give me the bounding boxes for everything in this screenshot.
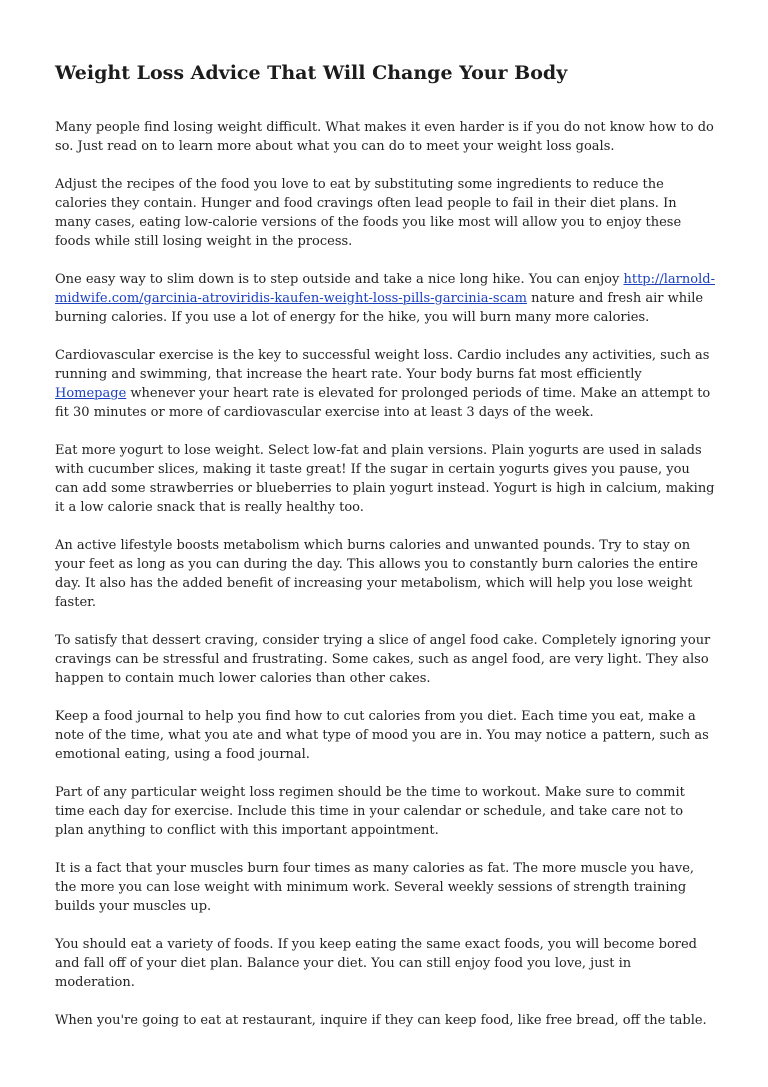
paragraph-hike-text-after: nature and fresh air while burning calories. If you use a lot of energy for the hike, you will burn many more calories. [55, 291, 704, 325]
paragraph-intro: Many people find losing weight difficult. What makes it even harder is if you do not know how to do so. Just read on to learn more about what you can do to meet your weight loss goals. [55, 120, 714, 154]
paragraph-muscle: It is a fact that your muscles burn four times as many calories as fat. The more muscle you have, the more you can lose weight with minimum work. Several weekly sessions of strength training builds your muscles up. [55, 861, 695, 914]
garcinia-link[interactable]: http://larnold-midwife.com/garcinia-atroviridis-kaufen-weight-loss-pills-garcinia-scam [55, 272, 715, 306]
paragraph-workout-time: Part of any particular weight loss regimen should be the time to workout. Make sure to commit time each day for exercise. Include this time in your calendar or schedule, and take care not to plan anything to conflict with this important appointment. [55, 785, 685, 838]
paragraph-cardio-text-before: Cardiovascular exercise is the key to successful weight loss. Cardio includes any activities, such as running and swimming, that increase the heart rate. Your body burns fat most efficiently [55, 348, 710, 382]
paragraph-food-journal: Keep a food journal to help you find how to cut calories from you diet. Each time you eat, make a note of the time, what you ate and what type of mood you are in. You may notice a pattern, such as emotional eating, using a food journal. [55, 709, 709, 762]
paragraph-yogurt: Eat more yogurt to lose weight. Select low-fat and plain versions. Plain yogurts are used in salads with cucumber slices, making it taste great! If the sugar in certain yogurts gives you pause, you can add some strawberries or blueberries to plain yogurt instead. Yogurt is high in calcium, making it a low calorie snack that is really healthy too. [55, 443, 715, 515]
document-page [55, 58, 715, 1049]
paragraph-variety: You should eat a variety of foods. If you keep eating the same exact foods, you will become bored and fall off of your diet plan. Balance your diet. You can still enjoy food you love, just in moderation. [55, 937, 697, 990]
paragraph-cardio-text-after: whenever your heart rate is elevated for prolonged periods of time. Make an attempt to fit 30 minutes or more of cardiovascular exercise into at least 3 days of the week. [55, 386, 711, 420]
paragraph-cardio [55, 346, 715, 422]
paragraph-recipes: Adjust the recipes of the food you love to eat by substituting some ingredients to reduce the calories they contain. Hunger and food cravings often lead people to fail in their diet plans. In many cases, eating low-calorie versions of the foods you like most will allow you to enjoy these foods while still losing weight in the process. [55, 177, 682, 249]
paragraph-restaurant: When you're going to eat at restaurant, inquire if they can keep food, like free bread, off the table. [55, 1013, 707, 1028]
paragraph-hike-text-before: One easy way to slim down is to step outside and take a nice long hike. You can enjoy [55, 272, 624, 287]
paragraph-dessert: To satisfy that dessert craving, consider trying a slice of angel food cake. Completely ignoring your cravings can be stressful and frustrating. Some cakes, such as angel food, are very light. They also happen to contain much lower calories than other cakes. [55, 633, 711, 686]
homepage-link[interactable]: Homepage [55, 386, 127, 401]
paragraph-hike [55, 270, 715, 327]
paragraph-active-lifestyle: An active lifestyle boosts metabolism which burns calories and unwanted pounds. Try to stay on your feet as long as you can during the day. This allows you to constantly burn calories the entire day. It also has the added benefit of increasing your metabolism, which will help you lose weight faster. [55, 538, 698, 610]
page-title: Weight Loss Advice That Will Change Your Body [55, 62, 568, 84]
